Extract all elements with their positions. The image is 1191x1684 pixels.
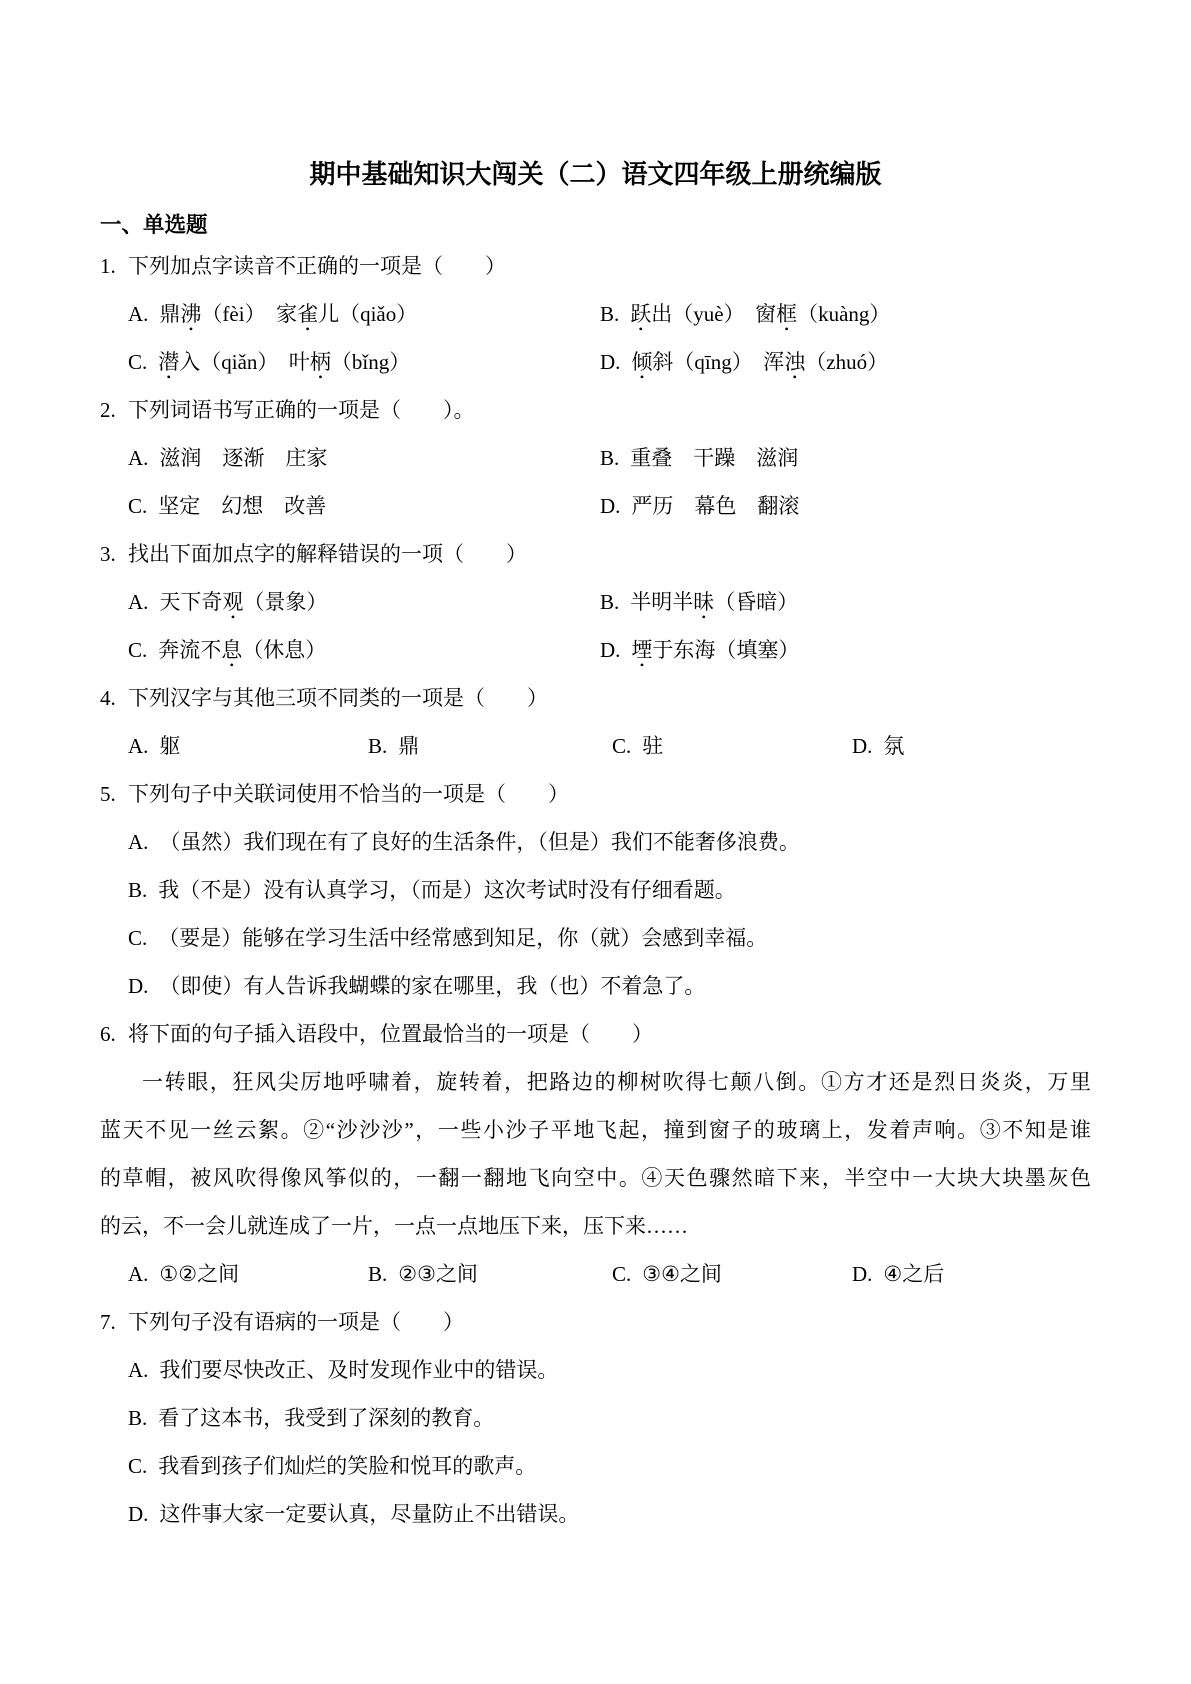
option-label: D.: [128, 1502, 149, 1526]
option-text: [159, 1262, 239, 1286]
option-label: B.: [600, 590, 620, 614]
passage-line: 的云，不一会儿就连成了一片，一点一点地压下来，压下来……: [100, 1214, 688, 1238]
text-segment: 这件事大家一定要认真，尽量防止不出错误。: [159, 1502, 580, 1526]
question-stem-text: 将下面的句子插入语段中，位置最恰当的一项是（ ）: [128, 1022, 653, 1046]
option-d: [600, 338, 1091, 386]
option-label: C.: [612, 734, 632, 758]
text-segment: 坚定 幻想 改善: [158, 494, 327, 518]
text-segment: ④之后: [883, 1262, 945, 1286]
emphasized-char: 跃: [630, 302, 652, 326]
option-label: C.: [128, 494, 148, 518]
option-text: [883, 734, 904, 758]
option-d: [128, 962, 1091, 1010]
question-stem-text: 下列句子没有语病的一项是（ ）: [128, 1310, 464, 1334]
question-stem: [100, 674, 1091, 722]
question-3: [100, 530, 1091, 674]
question-6: [100, 1010, 1091, 1298]
emphasized-char: 框: [776, 302, 798, 326]
question-4: [100, 674, 1091, 770]
text-segment: （即使）有人告诉我蝴蝶的家在哪里，我（也）不着急了。: [159, 974, 706, 998]
option-label: B.: [368, 1262, 388, 1286]
question-1: [100, 242, 1091, 386]
option-text: [159, 1502, 579, 1526]
option-text: [158, 638, 326, 662]
option-label: B.: [128, 1406, 148, 1430]
question-stem: [100, 1010, 1091, 1058]
emphasized-char: 柄: [309, 350, 331, 374]
option-text: [631, 494, 799, 518]
text-segment: 我们要尽快改正、及时发现作业中的错误。: [159, 1358, 559, 1382]
option-label: A.: [128, 590, 149, 614]
option-label: D.: [600, 638, 621, 662]
text-segment: 鼎: [159, 302, 181, 326]
text-segment: 滋润 逐渐 庄家: [159, 446, 328, 470]
option-label: C.: [612, 1262, 632, 1286]
text-segment: （景象）: [243, 590, 328, 614]
emphasized-char: 浊: [784, 350, 806, 374]
option-text: [631, 350, 888, 374]
option-text: [398, 734, 419, 758]
option-text: [630, 446, 798, 470]
option-a: [128, 434, 600, 482]
emphasized-char: 堙: [631, 638, 653, 662]
passage-line: 蓝天不见一丝云絮。②“沙沙沙”，一些小沙子平地飞起，撞到窗子的玻璃上，发着声响。③不知是谁: [100, 1118, 1091, 1142]
option-b: [600, 434, 1091, 482]
text-segment: （kuàng）: [797, 302, 891, 326]
text-segment: 天下奇: [159, 590, 223, 614]
question-stem: [100, 530, 1091, 578]
question-stem-text: 下列句子中关联词使用不恰当的一项是（ ）: [128, 782, 569, 806]
text-segment: 出（yuè） 窗: [651, 302, 777, 326]
question-5: [100, 770, 1091, 1010]
option-text: [630, 302, 890, 326]
text-segment: （虽然）我们现在有了良好的生活条件，（但是）我们不能奢侈浪费。: [159, 830, 800, 854]
question-stem-text: 找出下面加点字的解释错误的一项（ ）: [128, 542, 527, 566]
option-d: [128, 1490, 1091, 1538]
option-label: C.: [128, 926, 148, 950]
question-stem: [100, 1298, 1091, 1346]
option-d: [852, 1250, 1091, 1298]
text-segment: 躯: [159, 734, 181, 758]
question-7: [100, 1298, 1091, 1538]
option-label: D.: [600, 350, 621, 374]
option-a: [128, 722, 368, 770]
text-segment: （要是）能够在学习生活中经常感到知足，你（就）会感到幸福。: [158, 926, 768, 950]
option-a: [128, 818, 1091, 866]
option-label: B.: [368, 734, 388, 758]
text-segment: ①②之间: [159, 1262, 240, 1286]
option-label: D.: [128, 974, 149, 998]
option-a: [128, 290, 600, 338]
option-c: [128, 482, 600, 530]
text-segment: 鼎: [398, 734, 420, 758]
option-label: B.: [128, 878, 148, 902]
section-heading: 一、单选题: [100, 213, 208, 238]
option-text: [158, 1454, 536, 1478]
text-segment: 斜（qīng） 浑: [652, 350, 785, 374]
option-group: [100, 1250, 1091, 1298]
option-b: [368, 722, 612, 770]
emphasized-char: 倾: [631, 350, 653, 374]
option-group: [100, 818, 1091, 1010]
question-number: 4.: [100, 686, 116, 710]
option-group: [100, 1346, 1091, 1538]
question-stem-text: 下列加点字读音不正确的一项是（ ）: [128, 254, 506, 278]
question-number: 1.: [100, 254, 116, 278]
option-b: [600, 578, 1091, 626]
emphasized-char: 雀: [297, 302, 319, 326]
option-text: [159, 1358, 558, 1382]
option-text: [158, 1406, 494, 1430]
text-segment: 看了这本书，我受到了深刻的教育。: [158, 1406, 495, 1430]
question-passage: [100, 1058, 1091, 1250]
question-number: 5.: [100, 782, 116, 806]
question-stem: [100, 242, 1091, 290]
option-text: [398, 1262, 478, 1286]
option-d: [600, 482, 1091, 530]
text-segment: （休息）: [242, 638, 327, 662]
option-label: D.: [852, 1262, 873, 1286]
option-group: [100, 434, 1091, 530]
passage-line: 的草帽，被风吹得像风筝似的，一翻一翻地飞向空中。④天色骤然暗下来，半空中一大块大块墨灰色: [100, 1166, 1091, 1190]
option-text: [642, 734, 663, 758]
text-segment: 半明半: [630, 590, 694, 614]
text-segment: 于东海（填塞）: [652, 638, 800, 662]
question-stem-text: 下列汉字与其他三项不同类的一项是（ ）: [128, 686, 548, 710]
option-group: [100, 290, 1091, 386]
question-list: [100, 242, 1091, 1538]
option-label: A.: [128, 446, 149, 470]
text-segment: 入（qiǎn） 叶: [179, 350, 310, 374]
question-number: 3.: [100, 542, 116, 566]
emphasized-char: 息: [221, 638, 243, 662]
option-c: [612, 722, 852, 770]
option-text: [642, 1262, 722, 1286]
text-segment: ②③之间: [398, 1262, 478, 1286]
option-label: D.: [600, 494, 621, 518]
option-text: [159, 830, 800, 854]
option-label: A.: [128, 302, 149, 326]
option-label: A.: [128, 734, 149, 758]
option-c: [128, 338, 600, 386]
text-segment: ③④之间: [642, 1262, 722, 1286]
text-segment: 儿（qiǎo）: [318, 302, 418, 326]
emphasized-char: 昧: [693, 590, 715, 614]
option-text: [158, 878, 736, 902]
option-label: C.: [128, 1454, 148, 1478]
option-text: [159, 974, 705, 998]
option-label: A.: [128, 830, 149, 854]
text-segment: （昏暗）: [714, 590, 799, 614]
text-segment: 严历 幕色 翻滚: [631, 494, 800, 518]
option-a: [128, 1250, 368, 1298]
option-label: D.: [852, 734, 873, 758]
option-text: [158, 494, 326, 518]
question-2: [100, 386, 1091, 530]
text-segment: （zhuó）: [805, 350, 889, 374]
option-label: A.: [128, 1358, 149, 1382]
option-text: [159, 590, 327, 614]
option-group: [100, 578, 1091, 674]
option-b: [128, 866, 1091, 914]
text-segment: （bǐng）: [330, 350, 411, 374]
text-segment: 我看到孩子们灿烂的笑脸和悦耳的歌声。: [158, 1454, 537, 1478]
option-label: A.: [128, 1262, 149, 1286]
option-c: [128, 626, 600, 674]
option-text: [630, 590, 798, 614]
option-text: [159, 446, 327, 470]
option-text: [631, 638, 799, 662]
emphasized-char: 观: [222, 590, 244, 614]
option-a: [128, 578, 600, 626]
option-label: C.: [128, 638, 148, 662]
option-label: C.: [128, 350, 148, 374]
option-b: [368, 1250, 612, 1298]
question-stem-text: 下列词语书写正确的一项是（ ）。: [128, 398, 475, 422]
option-text: [158, 926, 767, 950]
option-text: [159, 302, 417, 326]
question-stem: [100, 386, 1091, 434]
option-label: B.: [600, 302, 620, 326]
question-number: 2.: [100, 398, 116, 422]
option-group: [100, 722, 1091, 770]
option-a: [128, 1346, 1091, 1394]
option-text: [883, 1262, 944, 1286]
text-segment: 重叠 干躁 滋润: [630, 446, 799, 470]
text-segment: 驻: [642, 734, 664, 758]
emphasized-char: 潜: [158, 350, 180, 374]
text-segment: 我（不是）没有认真学习，（而是）这次考试时没有仔细看题。: [158, 878, 736, 902]
emphasized-char: 沸: [180, 302, 202, 326]
option-d: [852, 722, 1091, 770]
option-b: [128, 1394, 1091, 1442]
option-text: [159, 734, 180, 758]
option-label: B.: [600, 446, 620, 470]
passage-line: 一转眼，狂风尖厉地呼啸着，旋转着，把路边的柳树吹得七颠八倒。①方才还是烈日炎炎，万里: [142, 1070, 1091, 1094]
text-segment: （fèi） 家: [201, 302, 298, 326]
text-segment: 奔流不: [158, 638, 222, 662]
option-text: [158, 350, 410, 374]
question-number: 7.: [100, 1310, 116, 1334]
option-c: [612, 1250, 852, 1298]
page-title: 期中基础知识大闯关（二）语文四年级上册统编版: [309, 160, 882, 190]
option-d: [600, 626, 1091, 674]
option-c: [128, 914, 1091, 962]
option-c: [128, 1442, 1091, 1490]
text-segment: 氛: [883, 734, 905, 758]
option-b: [600, 290, 1091, 338]
question-number: 6.: [100, 1022, 116, 1046]
question-stem: [100, 770, 1091, 818]
